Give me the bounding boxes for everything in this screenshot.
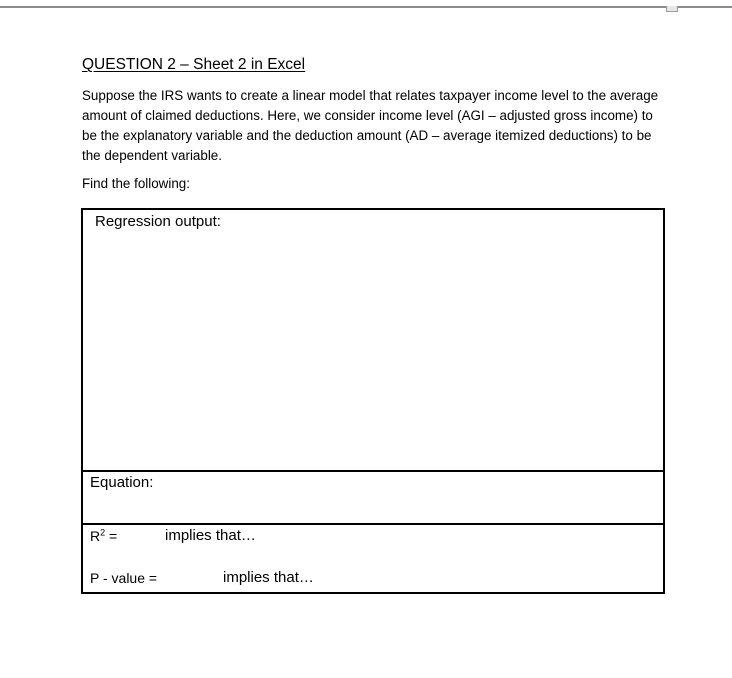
regression-output-label: Regression output:: [95, 213, 221, 230]
scrollbar-thumb[interactable]: [666, 6, 678, 12]
r-squared-implies: implies that…: [165, 527, 256, 544]
window-top-border: [0, 0, 732, 8]
question-title: QUESTION 2 – Sheet 2 in Excel: [82, 56, 306, 73]
instruction-text: Find the following:: [82, 176, 190, 191]
r-squared-label: $R^2$ =: [90, 527, 118, 544]
statistics-box[interactable]: [81, 523, 665, 594]
equation-box[interactable]: [81, 470, 665, 523]
equation-label: Equation:: [90, 474, 154, 491]
p-value-label: P - value =: [90, 570, 158, 586]
question-paragraph: Suppose the IRS wants to create a linear model that relates taxpayer income level to the average amount of claimed deductions. Here, we consider income level (AGI – adjusted gross income) to be the explanatory variable and the deduction amount (AD – average itemized deductions) to be the dependent variable.: [82, 88, 659, 163]
regression-output-box[interactable]: [81, 208, 665, 470]
p-value-implies: implies that…: [223, 569, 314, 586]
